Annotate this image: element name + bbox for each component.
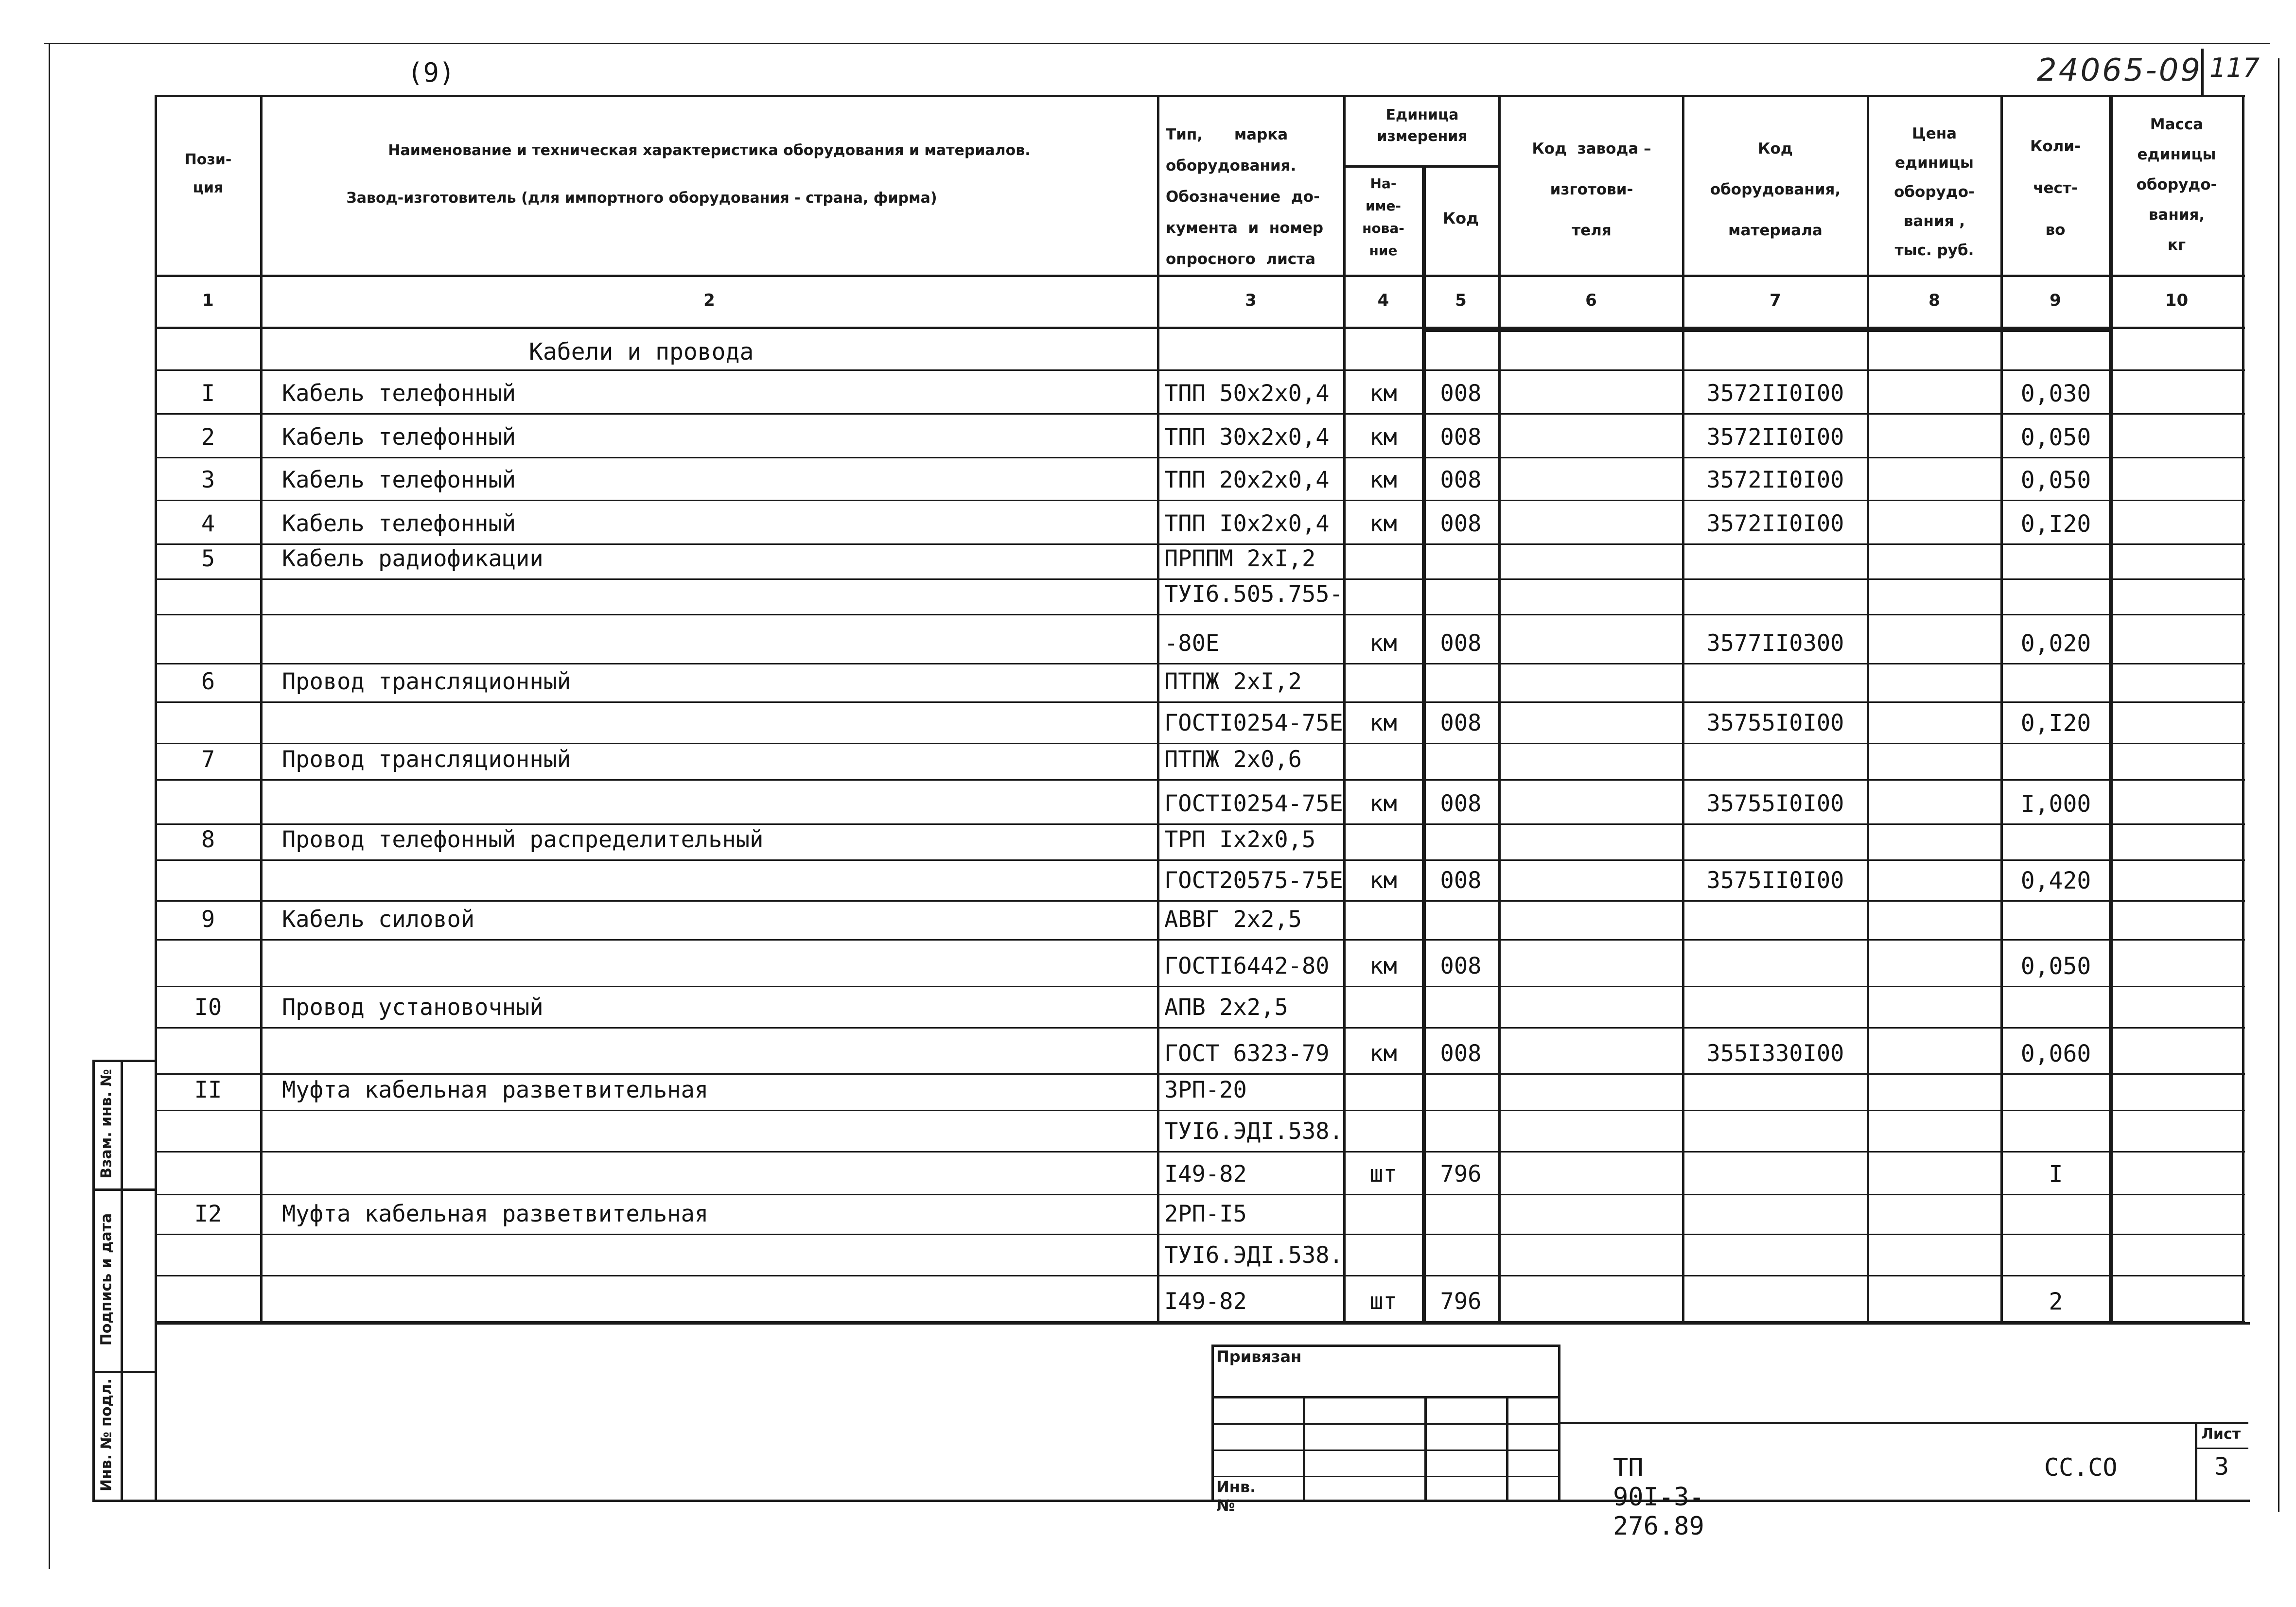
cell-type: ГОСТ 6323-79 [1164,1040,1330,1067]
col-sep-8 [2000,95,2003,1322]
col-sep-9 [2109,95,2113,1322]
row-separator [155,1194,2245,1195]
cell-code: 796 [1440,1288,1482,1315]
side-strip-split-2 [92,1371,156,1373]
cell-type: ТУI6.ЭДI.538. [1164,1118,1343,1145]
cell-type: ГОСТ20575-75Е [1164,867,1343,894]
cell-pos: 5 [201,545,215,572]
cell-code: 008 [1440,710,1482,736]
stamp-left [1211,1345,1214,1500]
cell-type: АВВГ 2х2,5 [1164,906,1302,933]
header-unit: Единица измерения [1377,106,1468,145]
unit-header-split [1343,165,1500,168]
cell-name: Муфта кабельная разветвительная [282,1077,709,1103]
side-label-signature-date: Подпись и дата [98,1213,115,1346]
colnum-6: 6 [1585,291,1597,310]
page-number-divider [2201,49,2204,97]
cell-equip: 3575II0I00 [1706,867,1844,894]
document-mark: СС.СО [2044,1453,2118,1482]
col-sep-1 [260,95,263,1322]
cell-equip: 3572II0I00 [1706,467,1844,493]
cell-equip: 3572II0I00 [1706,424,1844,451]
colnum-8: 8 [1928,291,1940,310]
side-label-replaced-inv: Взам. инв. № [98,1069,115,1179]
header-type: Тип, марка оборудования. Обозначение до- кумента и номер опросного листа [1166,126,1324,268]
col-sep-5 [1498,95,1501,1322]
row-separator [155,578,2245,580]
cell-name: Кабель телефонный [282,380,516,407]
stamp-bottom [155,1500,2250,1502]
row-separator [155,1234,2245,1235]
row-separator [155,1027,2245,1029]
cell-unit: км [1369,953,1397,979]
row-separator [155,457,2245,458]
section-row-line [155,369,2245,371]
cell-unit: км [1369,1040,1397,1067]
page-marker: (9) [407,57,455,88]
row-separator [155,413,2245,415]
cell-type: I49-82 [1164,1161,1247,1188]
cell-unit: км [1369,630,1397,657]
cell-code: 008 [1440,867,1482,894]
cell-type: I49-82 [1164,1288,1247,1315]
colnum-2: 2 [703,291,715,310]
cell-qty: 0,050 [2020,424,2091,451]
cell-code: 008 [1440,630,1482,657]
header-name-sub: Завод-изготовитель (для импортного оборудования - страна, фирма) [346,190,937,207]
cell-pos: 8 [201,826,215,853]
cell-code: 008 [1440,510,1482,537]
colnum-10: 10 [2165,291,2189,310]
row-separator [155,543,2245,545]
side-strip-split-1 [92,1188,156,1191]
cell-unit: км [1369,867,1397,894]
cell-equip: 3577II0300 [1706,630,1844,657]
cell-pos: I0 [194,994,222,1021]
cell-code: 008 [1440,424,1482,451]
cell-qty: I,000 [2020,790,2091,818]
cell-type: ГОСТI0254-75Е [1164,790,1343,817]
colnum-7: 7 [1770,291,1781,310]
row-separator [155,1321,2245,1323]
cell-qty: 0,050 [2020,953,2091,980]
cell-equip: 3572II0I00 [1706,380,1844,407]
cell-code: 008 [1440,790,1482,817]
row-separator [155,743,2245,744]
row-separator [155,701,2245,703]
cell-pos: 3 [201,467,215,493]
cell-pos: 6 [201,668,215,695]
cell-pos: 4 [201,510,215,537]
colnum-1: 1 [202,291,214,310]
cell-qty: 0,420 [2020,867,2091,894]
cell-pos: I2 [194,1201,222,1227]
row-separator [155,500,2245,501]
cell-name: Кабель телефонный [282,424,516,451]
cell-qty: 0,050 [2020,467,2091,494]
stamp-title-top [1558,1422,2248,1424]
side-strip-mid [121,1060,123,1500]
cell-type: 2РП-I5 [1164,1201,1247,1227]
project-code: ТП 90I-3-276.89 [1613,1453,1704,1541]
side-strip-bottom [92,1500,156,1502]
row-separator [155,1110,2245,1111]
cell-type: ГОСТI6442-80 [1164,953,1330,979]
cell-equip: 35755I0I00 [1706,710,1844,736]
cell-qty: 0,060 [2020,1040,2091,1067]
cell-type: ТУI6.505.755- [1164,581,1343,608]
cell-type: ПТПЖ 2хI,2 [1164,668,1302,695]
document-code: 24065-09 [2037,52,2203,88]
cell-qty: 2 [2049,1288,2063,1315]
cell-name: Кабель силовой [282,906,475,933]
cell-equip: 3572II0I00 [1706,510,1844,537]
header-bottom-border [155,275,2245,277]
table-right-border [2242,95,2244,1322]
header-quantity: Коли- чест- во [2030,138,2081,239]
row-separator [155,986,2245,987]
body-top-thick [1422,328,2111,332]
cell-qty: 0,I20 [2020,510,2091,538]
header-name: Наименование и техническая характеристика оборудования и материалов. [388,142,1031,159]
cell-qty: 0,I20 [2020,710,2091,737]
cell-unit: км [1369,510,1397,537]
cell-type: ТПП 20х2х0,4 [1164,467,1330,493]
cell-type: ТРП Iх2х0,5 [1164,826,1316,853]
cell-code: 008 [1440,380,1482,407]
cell-name: Провод телефонный распределительный [282,826,764,853]
scan-top-edge [44,43,2270,44]
header-position: Пози- ция [184,151,232,196]
cell-name: Провод трансляционный [282,668,571,695]
sheet-cell-split [2195,1448,2248,1449]
cell-unit: км [1369,710,1397,736]
cell-name: Кабель телефонный [282,467,516,493]
side-label-original-inv: Инв. № подл. [98,1378,115,1492]
col-sep-7 [1867,95,1869,1322]
cell-type: ГОСТI0254-75Е [1164,710,1343,736]
cell-unit: шт [1369,1288,1397,1315]
cell-pos: I [201,380,215,407]
header-price: Цена единицы оборудо- вания , тыс. руб. [1894,125,1975,259]
cell-code: 008 [1440,953,1482,979]
cell-equip: 35755I0I00 [1706,790,1844,817]
col-sep-6 [1682,95,1684,1322]
cell-pos: 2 [201,424,215,451]
colnum-4: 4 [1377,291,1389,310]
scan-left-edge [49,43,50,1569]
cell-type: АПВ 2х2,5 [1164,994,1288,1021]
stamp-v2 [1424,1396,1427,1500]
cell-unit: шт [1369,1161,1397,1188]
cell-pos: 7 [201,746,215,773]
cell-code: 796 [1440,1161,1482,1188]
header-unit-code: Код [1443,209,1479,227]
stamp-bound-label: Привязан [1216,1347,1302,1366]
cell-name: Кабель телефонный [282,510,516,537]
row-separator [155,939,2245,941]
cell-qty: I [2049,1161,2063,1188]
row-separator [155,1073,2245,1075]
cell-type: ТПП I0х2х0,4 [1164,510,1330,537]
cell-pos: 9 [201,906,215,933]
cell-name: Кабель радиофикации [282,545,543,572]
header-mass: Масса единицы оборудо- вания, кг [2136,116,2217,254]
cell-unit: км [1369,424,1397,451]
stamp-inv-label: Инв. № [1216,1478,1256,1515]
table-top-border [155,95,2245,97]
header-plant-code: Код завода – изготови- теля [1532,140,1651,239]
stamp-v3 [1506,1396,1508,1500]
stamp-v1 [1303,1396,1305,1500]
colnum-9: 9 [2050,291,2061,310]
page-number: 117 [2209,52,2260,83]
row-separator [155,1275,2245,1276]
cell-unit: км [1369,380,1397,407]
cell-name: Провод трансляционный [282,746,571,773]
cell-type: ПРППМ 2хI,2 [1164,545,1316,572]
row-separator [155,900,2245,902]
row-separator [155,663,2245,664]
side-strip-top [92,1060,156,1062]
cell-pos: II [194,1077,222,1103]
cell-type: ТПП 50х2х0,4 [1164,380,1330,407]
colnum-3: 3 [1245,291,1257,310]
row-separator [155,1151,2245,1153]
col-sep-2 [1157,95,1159,1322]
header-equip-code: Код оборудования, материала [1710,140,1841,239]
cell-code: 008 [1440,467,1482,493]
side-strip-left [92,1060,95,1500]
row-separator [155,614,2245,615]
sheet-label: Лист [2201,1426,2241,1443]
cell-code: 008 [1440,1040,1482,1067]
row-separator [155,859,2245,861]
cell-type: ЗРП-20 [1164,1077,1247,1103]
cell-type: ТПП 30х2х0,4 [1164,424,1330,451]
section-title: Кабели и провода [529,338,754,366]
cell-equip: 355I330I00 [1706,1040,1844,1067]
sheet-cell-left [2195,1422,2197,1500]
row-separator [155,779,2245,781]
colnum-5: 5 [1455,291,1467,310]
cell-type: ПТПЖ 2х0,6 [1164,746,1302,773]
stamp-top [1211,1345,1560,1347]
cell-unit: км [1369,467,1397,493]
cell-name: Провод установочный [282,994,543,1021]
scan-right-edge [2278,58,2279,1512]
cell-unit: км [1369,790,1397,817]
row-separator [155,823,2245,825]
cell-type: -80Е [1164,630,1220,657]
cell-qty: 0,030 [2020,380,2091,407]
cell-name: Муфта кабельная разветвительная [282,1201,709,1227]
header-unit-name: На- име- нова- ние [1362,175,1404,259]
sheet-number: 3 [2214,1452,2229,1481]
cell-qty: 0,020 [2020,630,2091,657]
cell-type: ТУI6.ЭДI.538. [1164,1242,1343,1269]
